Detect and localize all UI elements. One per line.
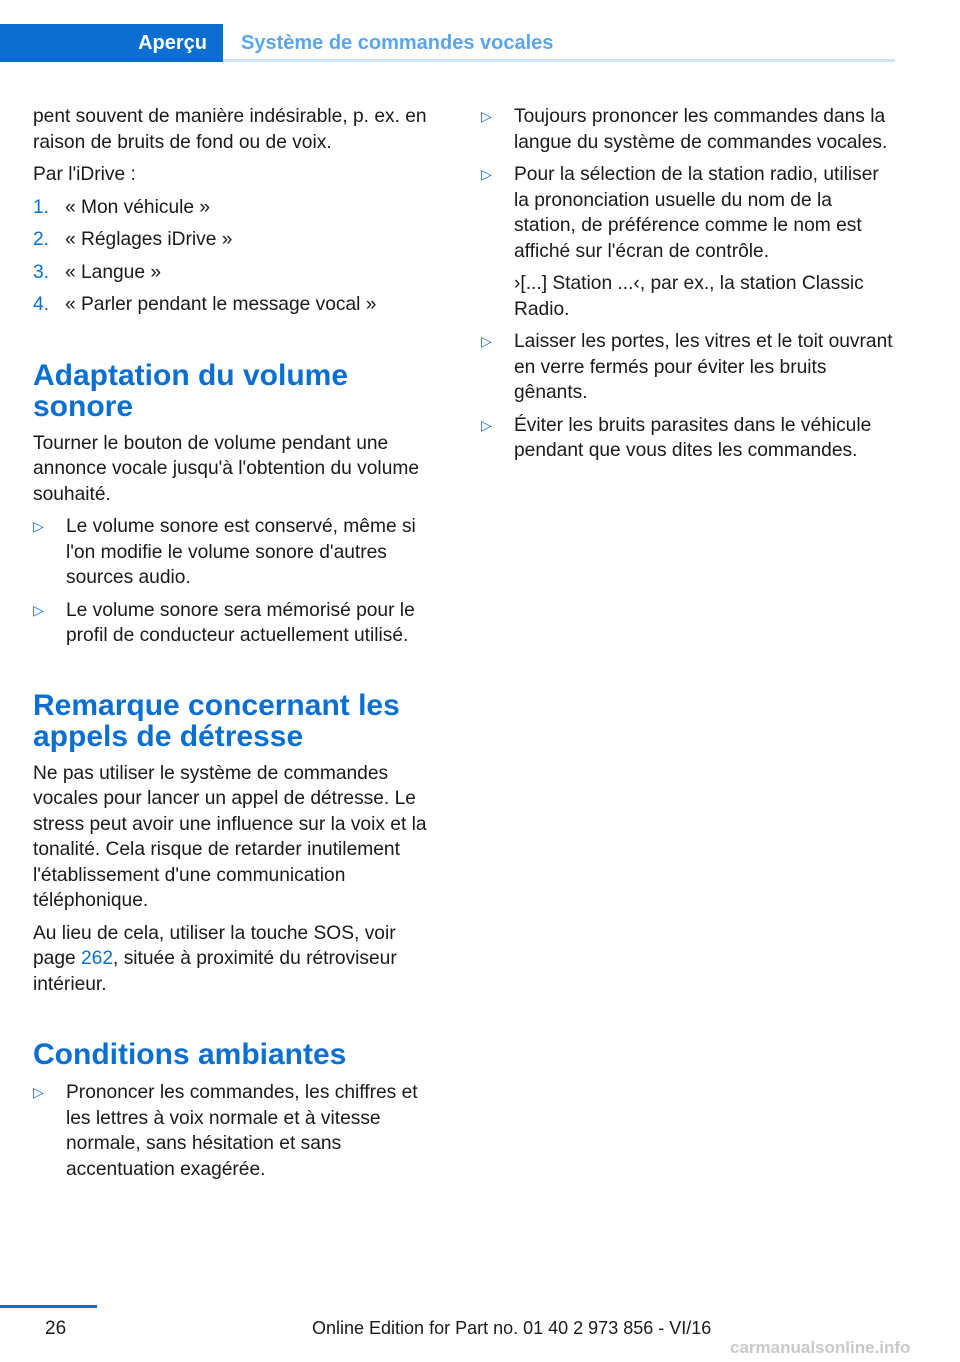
triangle-right-icon: ▷ — [33, 601, 44, 618]
step-text: « Réglages iDrive » — [65, 229, 233, 250]
step-number: 1. — [33, 196, 50, 218]
step-number: 4. — [33, 294, 50, 315]
bullet-text: Éviter les bruits parasites dans le véhicule pendant que vous dites les commandes. — [514, 414, 872, 461]
triangle-right-icon: ▷ — [481, 108, 492, 124]
bullet-text: Toujours prononcer les commandes dans la langue du système de commandes vocales. — [514, 106, 888, 153]
page-link-262[interactable]: 262 — [81, 948, 114, 969]
bullet-text: Prononcer les commandes, les chiffres et les lettres à voix normale et à vitesse normale, sans hésitation et sans accentuation exagérée. — [66, 1082, 418, 1180]
step-text: « Langue » — [65, 261, 162, 283]
list-item — [33, 227, 443, 253]
list-item — [481, 104, 895, 155]
footer-divider — [0, 1305, 97, 1308]
bullet-text: Pour la sélection de la station radio, utiliser la prononciation usuelle du nom de la station, de préférence comme le nom est affiché sur l'écran de contrôle. — [514, 164, 879, 262]
triangle-right-icon: ▷ — [33, 518, 44, 534]
triangle-right-icon: ▷ — [481, 333, 492, 349]
bullet-text: Le volume sonore sera mémorisé pour le profil de conducteur actuellement utilisé. — [66, 599, 415, 646]
list-item — [481, 162, 895, 264]
triangle-right-icon: ▷ — [481, 416, 492, 433]
conditions-bullets-more — [481, 329, 895, 464]
conditions-bullets-continued — [481, 104, 895, 264]
volume-bullets — [33, 514, 443, 649]
list-item — [33, 514, 443, 591]
tab-systeme-commandes-vocales[interactable]: Système de commandes vocales — [241, 31, 554, 54]
intro-paragraph: pent souvent de manière indésirable, p. ex. en raison de bruits de fond ou de voix. — [33, 106, 427, 153]
page-number: 26 — [45, 1318, 67, 1339]
triangle-right-icon: ▷ — [481, 166, 492, 182]
header-divider — [223, 59, 895, 62]
list-item — [481, 413, 895, 464]
tab-apercu[interactable]: Aperçu — [0, 24, 223, 62]
heading-conditions: Conditions ambiantes — [33, 1038, 347, 1071]
sos-text-before: Au lieu de cela, utiliser la touche SOS, voir page — [33, 922, 396, 969]
list-item — [481, 329, 895, 406]
emergency-body: Ne pas utiliser le système de commandes vocales pour lancer un appel de détresse. Le stress peut avoir une influence sur la voix et la tonalité. Cela risque de retarder inutilement l'établissement d'une communication téléphonique. — [33, 762, 427, 911]
radio-example: ›[...] Station ...‹, par ex., la station Classic Radio. — [514, 273, 864, 320]
left-column — [33, 104, 443, 1189]
sos-paragraph — [33, 921, 443, 998]
step-number: 3. — [33, 261, 50, 283]
bullet-text: Laisser les portes, les vitres et le toit ouvrant en verre fermés pour éviter les bruits gênants. — [514, 331, 893, 403]
list-item — [33, 598, 443, 649]
list-item — [33, 260, 443, 286]
list-item — [33, 292, 443, 318]
right-column — [481, 104, 895, 471]
heading-volume: Adaptation du volume sonore — [33, 358, 348, 423]
conditions-bullets — [33, 1080, 443, 1182]
triangle-right-icon: ▷ — [33, 1084, 44, 1100]
watermark: carmanualsonline.info — [730, 1338, 911, 1357]
edition-note: Online Edition for Part no. 01 40 2 973 856 - VI/16 — [312, 1318, 712, 1338]
page-header — [0, 0, 960, 62]
list-item — [33, 1080, 443, 1182]
bullet-text: Le volume sonore est conservé, même si l'on modifie le volume sonore d'autres sources audio. — [66, 516, 416, 588]
heading-emergency: Remarque concernant les appels de détresse — [33, 688, 400, 753]
step-number: 2. — [33, 229, 50, 250]
step-text: « Parler pendant le message vocal » — [65, 294, 377, 315]
par-idrive-label: Par l'iDrive : — [33, 164, 136, 185]
volume-body: Tourner le bouton de volume pendant une annonce vocale jusqu'à l'obtention du volume souhaité. — [33, 432, 420, 505]
idrive-steps-list — [33, 195, 443, 318]
list-item — [33, 195, 443, 221]
sos-text-after: , située à proximité du rétroviseur intérieur. — [33, 948, 397, 995]
step-text: « Mon véhicule » — [65, 196, 211, 218]
